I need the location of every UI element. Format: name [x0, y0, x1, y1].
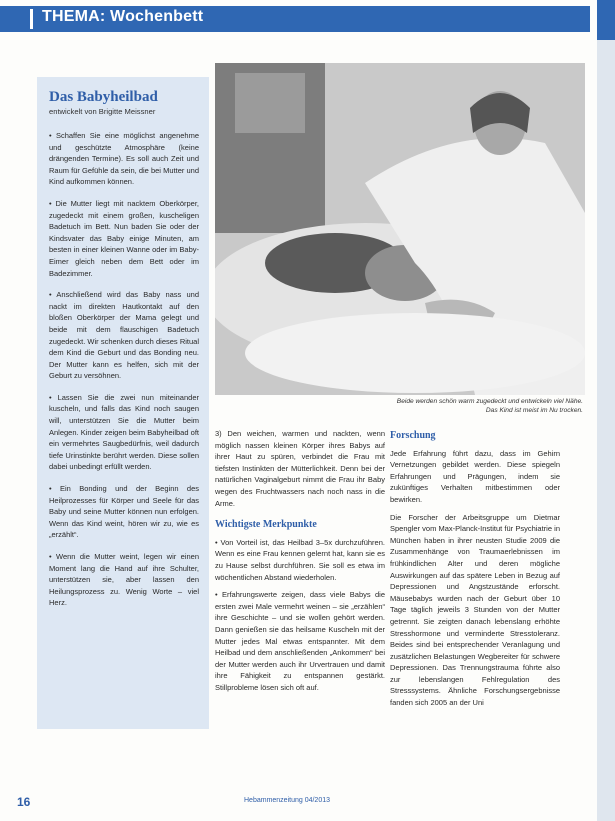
article-column-middle	[215, 428, 385, 699]
photo-caption-line: Beide werden schön warm zugedeckt und entwickeln viel Nähe.	[396, 398, 583, 405]
article-paragraph: Die Forscher der Arbeitsgruppe um Dietmar Spengler vom Max-Planck-Institut für Psychiatrie in München haben in ihrer neusten Studie 2009 die Zusammenhänge von Traumaerlebnissen im frühkindlichen Alter und deren mögliche Auswirkungen auf das spätere Leben in Bezug auf Depressionen und Angstzustände erforscht. Mäusebabys wurden nach der Geburt über 10 Tage täglich jeweils 3 Stunden von der Mutter getrennt. Sie zeigten danach lebenslang erhöhte Stresshormone und verminderte Stresstoleranz. Beides sind bei entsprechender Veranlagung und zusätzlichen Belastungen Wegbereiter für schwere Depressionen. Das Trennungstrauma führte also zur lebenslangen Fehlregulation des Stresssystems. Ähnliche Forschungsergebnisse fanden sich 2005 an der Uni	[390, 512, 560, 708]
info-box-paragraph: • Schaffen Sie eine möglichst angenehme und geschützte Atmosphäre (keine drängenden Termine). Es soll auch Zeit und Raum für Gefühle da sein, die bei Mutter und Kind aufkommen können.	[49, 131, 199, 187]
page-edge	[597, 0, 615, 821]
info-box-subtitle: entwickelt von Brigitte Meissner	[49, 107, 156, 116]
article-column-right	[390, 428, 560, 715]
info-box-paragraph: • Wenn die Mutter weint, legen wir einen Moment lang die Hand auf ihre Schulter, unterstützen sie, aber lassen den Heilungsprozess zu. Wenig Worte – viel Herz.	[49, 552, 199, 608]
article-paragraph: • Von Vorteil ist, das Heilbad 3–5x durchzuführen. Wenn es eine Frau kennen gelernt hat, kann sie es zu Hause selbst durchführen. Sie soll es etwa im wöchentlichen Abstand wiederholen.	[215, 537, 385, 582]
info-box-title: Das Babyheilbad	[49, 89, 158, 105]
page-edge-tab	[597, 0, 615, 40]
journal-issue: Hebammenzeitung 04/2013	[244, 797, 331, 804]
photo-caption	[215, 397, 583, 415]
article-paragraph: • Erfahrungswerte zeigen, dass viele Babys die ersten zwei Male vermehrt weinen – sie „erzählen“ ihre Geschichte – und sie wollen gehört werden. Dann genießen sie das heilsame Kuscheln mit der Mutter jedes Mal etwas entspannter. Mit dem Heilbad und dem anschließenden „Ankommen“ bei der Mutter werden auch ihr Urvertrauen und damit ihre Fähigkeit zu entspannen gestärkt. Stillprobleme lösen sich oft auf.	[215, 590, 385, 692]
photo-illustration	[215, 63, 585, 395]
section-title: THEMA: Wochenbett	[42, 8, 204, 25]
photo-caption-line: Das Kind ist meist im Nu trocken.	[485, 407, 583, 414]
info-box-paragraph: • Lassen Sie die zwei nun miteinander kuscheln, und falls das Kind noch saugen will, unterstützen Sie die Mutter beim Anlegen. Kinder zeigen beim Babyheilbad oft ein vermehrtes Saugbedürfnis, weil dadurch tiefe Urinstinkte berührt werden. Diese sollen dabei unbedingt erfüllt werden.	[49, 392, 199, 472]
article-paragraph: Jede Erfahrung führt dazu, dass im Gehirn Vernetzungen gebildet werden. Diese spiegeln Erfahrungen und Prägungen, indem sie zukünftiges Verhalten mitbestimmen oder bewirken.	[390, 448, 560, 504]
info-box-paragraph: • Ein Bonding und der Beginn des Heilprozesses für Körper und Seele für das Baby und seine Mutter können nun erfolgen. Wenn das Kind weint, hören wir zu, wie es „erzählt“.	[49, 484, 199, 540]
info-box-paragraph: • Die Mutter liegt mit nacktem Oberkörper, zugedeckt mit einem großen, kuscheligen Badetuch im Bett. Nun baden Sie oder der Kindsvater das Baby einige Minuten, am besten in einer kleinen Wanne oder im Baby-Eimer gleich neben dem Bett oder im Badezimmer.	[49, 198, 199, 278]
article-subheading: Wichtigste Merkpunkte	[215, 519, 317, 531]
article-photo	[215, 63, 585, 395]
article-subheading: Forschung	[390, 430, 436, 441]
article-paragraph: 3) Den weichen, warmen und nackten, wenn möglich nassen kleinen Körper ihres Babys auf ihrer Haut zu spüren, verbindet die Frau mit tiefsten Instinkten der Mütterlichkeit. Denn bei der natürlichen Vaginalgeburt nimmt die Frau ihr Baby wegen des Fruchtwassers nach noch nass in die Arme.	[215, 429, 385, 508]
header-accent-mark	[30, 9, 33, 29]
info-box	[37, 77, 209, 729]
page-number: 16	[17, 795, 31, 809]
info-box-paragraph: • Anschließend wird das Baby nass und nackt im direkten Hautkontakt auf den bloßen Oberkörper der Mama gelegt und beide mit dem flauschigen Badetuch zugedeckt. Wir schenken durch dieses Ritual dem Kind die Geburt und das Bonding neu. Der Mutter kann es helfen, sich mit der Geburt zu versöhnen.	[49, 290, 199, 381]
